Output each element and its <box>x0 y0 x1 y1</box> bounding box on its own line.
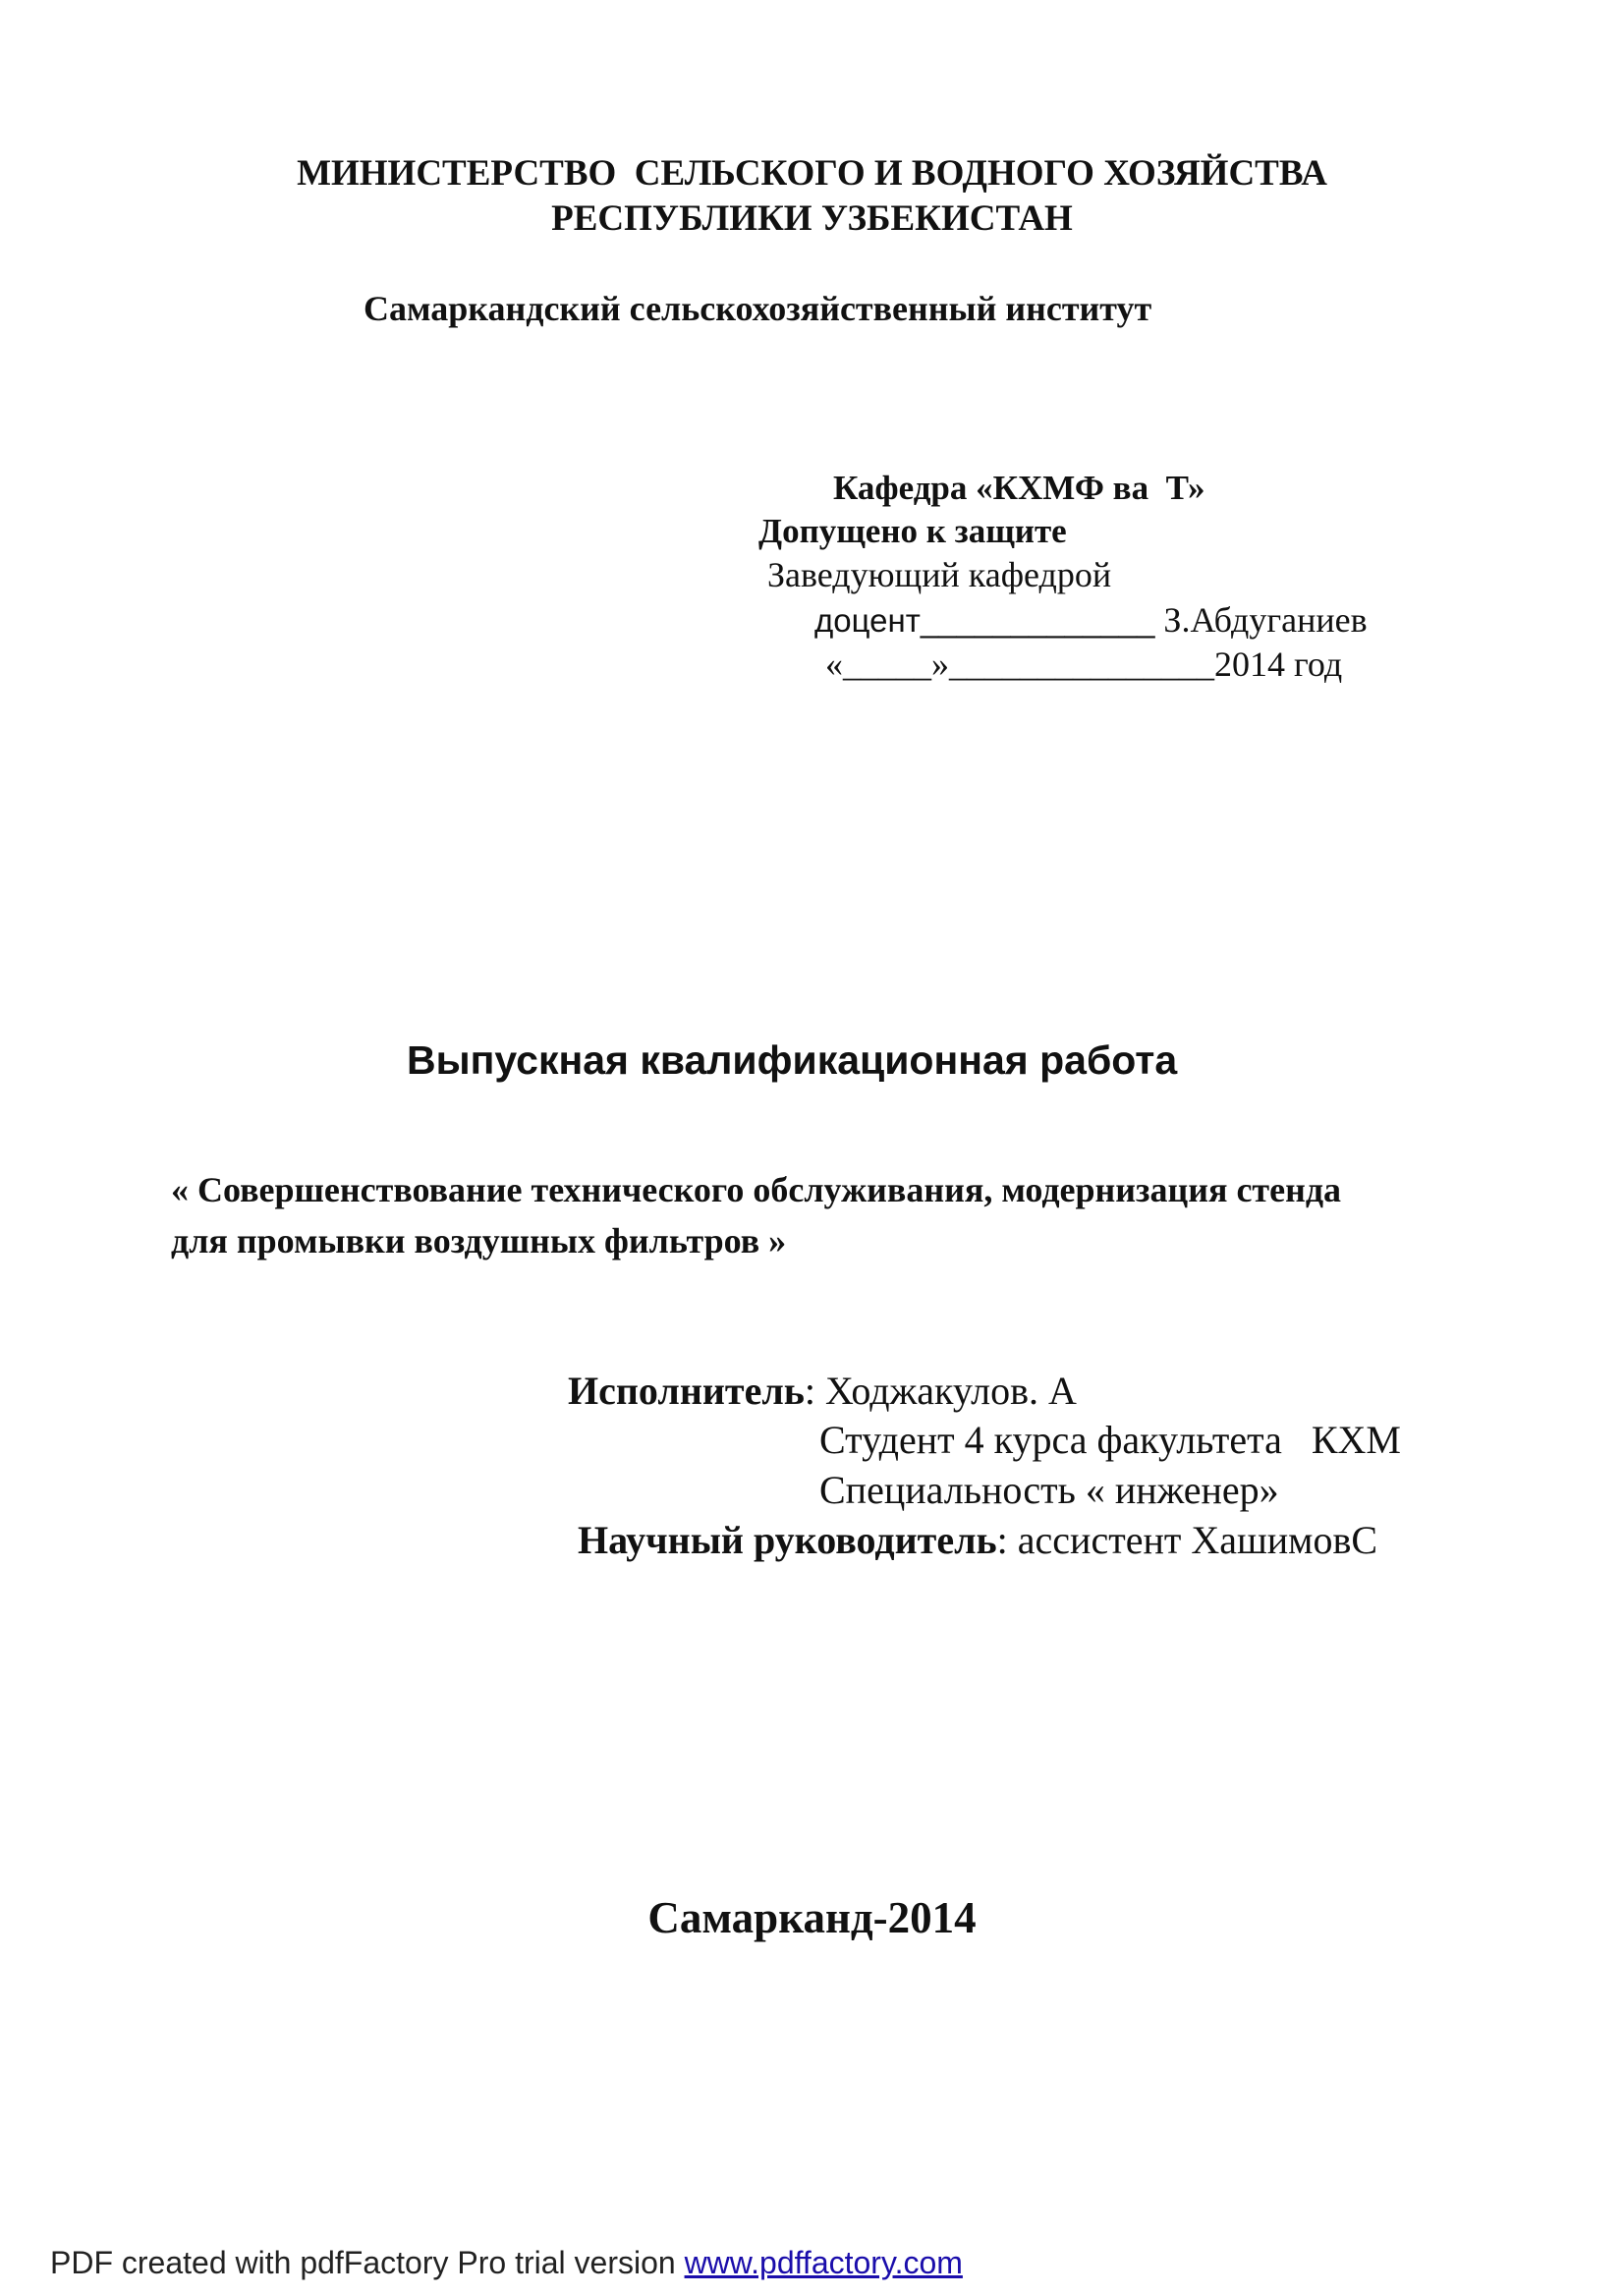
docent-label: доцент_____________ <box>814 602 1155 639</box>
student-line: Студент 4 курса факультета КХМ <box>819 1418 1401 1462</box>
topic-line-1: « Совершенствование технического обслуживания, модернизация стенда <box>171 1170 1342 1209</box>
pdf-footer <box>50 2247 963 2278</box>
supervisor-value: : ассистент ХашимовС <box>996 1518 1378 1562</box>
executor-value: : Ходжакулов. А <box>804 1369 1077 1413</box>
footer-link[interactable]: www.pdffactory.com <box>684 2245 963 2280</box>
admitted-to-defense: Допущено к защите <box>758 512 1067 550</box>
city-year: Самарканд-2014 <box>647 1893 977 1942</box>
executor-line <box>568 1369 1077 1413</box>
supervisor-label: Научный руководитель <box>578 1518 997 1562</box>
topic-line-2: для промывки воздушных фильтров » <box>171 1221 787 1260</box>
specialty-line: Специальность « инженер» <box>819 1468 1279 1512</box>
footer-text: PDF created with pdfFactory Pro trial version <box>50 2245 685 2280</box>
department-name: Кафедра «КХМФ ва Т» <box>833 469 1205 507</box>
work-type-title: Выпускная квалификационная работа <box>407 1037 1178 1083</box>
docent-name: З.Абдуганиев <box>1154 600 1368 640</box>
head-of-department-title: Заведующий кафедрой <box>767 555 1112 594</box>
ministry-line-2: РЕСПУБЛИКИ УЗБЕКИСТАН <box>551 198 1073 239</box>
ministry-line-1: МИНИСТЕРСТВО СЕЛЬСКОГО И ВОДНОГО ХОЗЯЙСТВА <box>297 153 1327 194</box>
approval-date-line: «_____»_______________2014 год <box>825 644 1343 684</box>
executor-label: Исполнитель <box>568 1369 805 1413</box>
supervisor-line <box>578 1518 1378 1562</box>
docent-signature-line <box>814 602 1368 638</box>
institute-name: Самаркандский сельскохозяйственный институт <box>364 289 1152 328</box>
